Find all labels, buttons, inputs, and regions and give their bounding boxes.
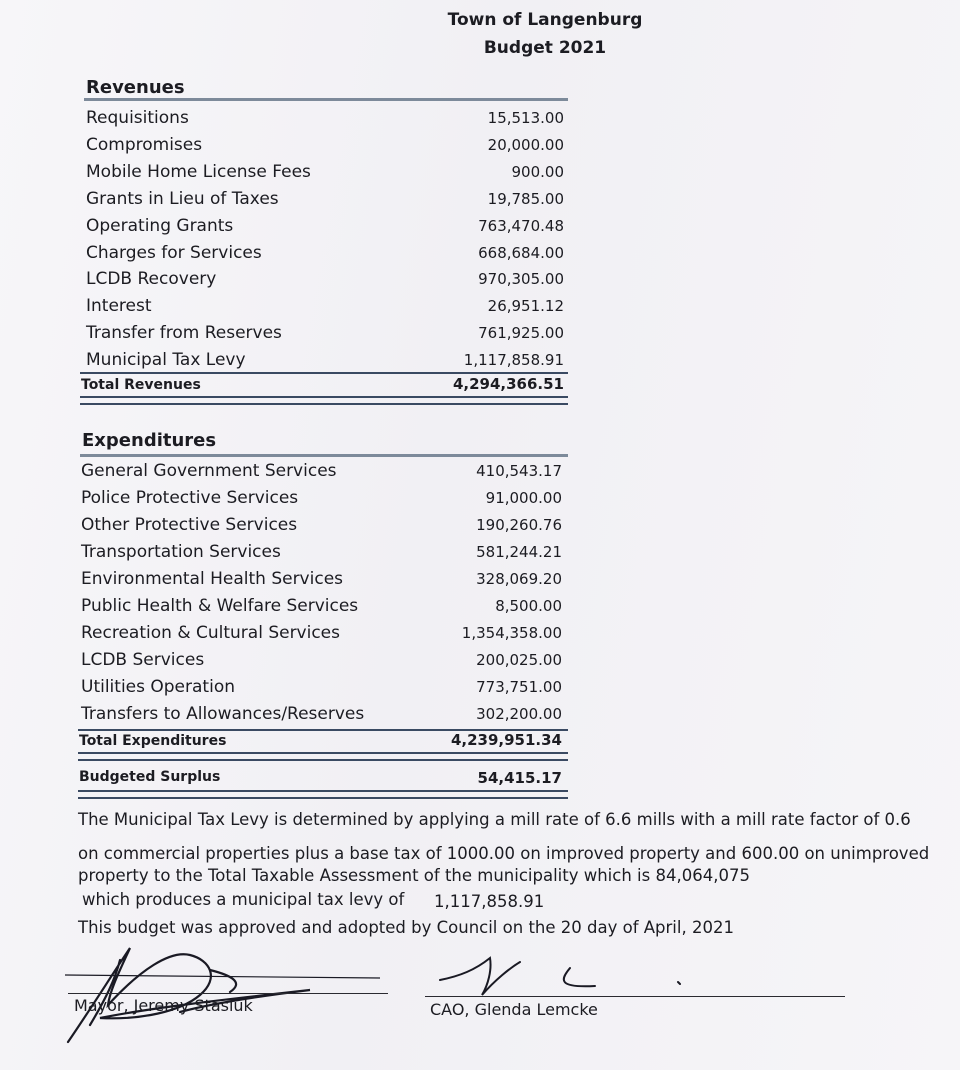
total-expenditures-label: Total Expenditures bbox=[79, 733, 227, 749]
expenditures-heading-rule bbox=[80, 454, 568, 457]
revenue-item-label: Municipal Tax Levy bbox=[86, 350, 246, 371]
note-line-3: property to the Total Taxable Assessment of the municipality which is 84,064,075 bbox=[78, 866, 750, 885]
revenue-item-label: Mobile Home License Fees bbox=[86, 161, 311, 182]
revenue-item-amount: 761,925.00 bbox=[478, 324, 564, 343]
surplus-double-rule bbox=[78, 790, 568, 799]
revenue-item-amount: 1,117,858.91 bbox=[463, 351, 564, 370]
revenue-item-label: LCDB Recovery bbox=[86, 269, 217, 290]
mayor-signature-line bbox=[68, 993, 388, 994]
expenditure-item-amount: 8,500.00 bbox=[495, 597, 562, 615]
revenue-item-amount: 763,470.48 bbox=[478, 216, 564, 235]
expenditure-item-row bbox=[81, 461, 562, 487]
expenditure-item-row bbox=[81, 623, 562, 649]
expenditure-item-amount: 91,000.00 bbox=[485, 489, 562, 507]
note-line-4-value: 1,117,858.91 bbox=[434, 892, 545, 911]
revenue-item-amount: 20,000.00 bbox=[487, 135, 564, 154]
revenue-item-label: Interest bbox=[86, 296, 152, 317]
revenue-item-row bbox=[86, 269, 564, 295]
expenditure-item-amount: 410,543.17 bbox=[476, 462, 562, 480]
document-title: Town of Langenburg bbox=[447, 10, 643, 30]
revenue-item-label: Charges for Services bbox=[86, 242, 262, 263]
expenditure-item-row bbox=[81, 569, 562, 595]
expenditure-item-row bbox=[81, 596, 562, 622]
expenditures-heading: Expenditures bbox=[82, 430, 217, 451]
revenue-item-label: Transfer from Reserves bbox=[86, 323, 282, 344]
revenues-total-rule bbox=[80, 372, 568, 374]
mayor-signature bbox=[60, 930, 390, 1050]
expenditure-item-amount: 190,260.76 bbox=[476, 516, 562, 534]
revenue-item-label: Grants in Lieu of Taxes bbox=[86, 188, 279, 209]
revenue-item-label: Compromises bbox=[86, 134, 203, 155]
document-subtitle: Budget 2021 bbox=[483, 38, 607, 58]
note-line-2: on commercial properties plus a base tax of 1000.00 on improved property and 600.00 on unimproved bbox=[78, 844, 930, 863]
expenditure-item-row bbox=[81, 515, 562, 541]
expenditures-double-rule bbox=[78, 752, 568, 761]
expenditure-item-label: Transportation Services bbox=[81, 542, 281, 562]
note-line-1: The Municipal Tax Levy is determined by applying a mill rate of 6.6 mills with a mill rate factor of 0.6 bbox=[78, 810, 911, 829]
mayor-label: Mayor, Jeremy Stasiuk bbox=[74, 996, 253, 1015]
expenditure-item-amount: 581,244.21 bbox=[476, 543, 562, 561]
expenditure-item-label: Other Protective Services bbox=[81, 515, 298, 535]
expenditure-item-label: General Government Services bbox=[81, 461, 337, 481]
revenue-item-amount: 668,684.00 bbox=[478, 243, 564, 262]
expenditure-item-amount: 302,200.00 bbox=[476, 705, 562, 723]
total-revenues-value: 4,294,366.51 bbox=[452, 375, 564, 393]
revenues-heading-rule bbox=[84, 98, 568, 101]
expenditure-item-label: Environmental Health Services bbox=[81, 569, 344, 589]
total-revenues-label: Total Revenues bbox=[81, 377, 201, 393]
expenditure-item-row bbox=[81, 677, 562, 703]
expenditure-item-label: Police Protective Services bbox=[81, 488, 299, 508]
revenue-item-row bbox=[86, 108, 564, 134]
revenue-item-label: Operating Grants bbox=[86, 215, 234, 236]
revenue-item-amount: 15,513.00 bbox=[487, 109, 564, 127]
budgeted-surplus-value: 54,415.17 bbox=[477, 769, 562, 787]
expenditure-item-row bbox=[81, 704, 562, 730]
note-line-4-prefix: which produces a municipal tax levy of bbox=[82, 890, 405, 909]
expenditure-item-label: Utilities Operation bbox=[81, 677, 235, 697]
expenditure-item-amount: 773,751.00 bbox=[476, 678, 562, 696]
revenue-item-amount: 26,951.12 bbox=[487, 297, 564, 316]
revenue-item-row bbox=[86, 323, 564, 349]
expenditure-item-label: Recreation & Cultural Services bbox=[81, 623, 341, 643]
expenditure-item-amount: 200,025.00 bbox=[476, 651, 562, 669]
expenditure-item-amount: 1,354,358.00 bbox=[461, 624, 562, 642]
expenditure-item-row bbox=[81, 542, 562, 568]
expenditure-item-label: Transfers to Allowances/Reserves bbox=[81, 704, 365, 724]
revenue-item-amount: 900.00 bbox=[511, 162, 564, 181]
expenditure-item-row bbox=[81, 488, 562, 514]
revenue-item-amount: 19,785.00 bbox=[487, 189, 564, 208]
revenue-item-row bbox=[86, 296, 564, 322]
revenue-item-row bbox=[86, 216, 564, 242]
revenue-item-row bbox=[86, 243, 564, 269]
revenue-item-row bbox=[86, 189, 564, 215]
cao-signature-line bbox=[425, 996, 845, 997]
expenditure-item-row bbox=[81, 650, 562, 676]
budgeted-surplus-label: Budgeted Surplus bbox=[79, 769, 221, 785]
total-expenditures-value: 4,239,951.34 bbox=[450, 731, 562, 749]
expenditure-item-label: Public Health & Welfare Services bbox=[81, 596, 359, 616]
expenditure-item-amount: 328,069.20 bbox=[476, 570, 562, 588]
cao-label: CAO, Glenda Lemcke bbox=[430, 1000, 598, 1019]
revenue-item-label: Requisitions bbox=[86, 108, 189, 128]
note-line-5: This budget was approved and adopted by Council on the 20 day of April, 2021 bbox=[78, 918, 734, 937]
revenue-item-amount: 970,305.00 bbox=[478, 270, 564, 289]
revenues-heading: Revenues bbox=[86, 77, 185, 98]
revenues-double-rule bbox=[80, 396, 568, 405]
revenue-item-row bbox=[86, 162, 564, 188]
revenue-item-row bbox=[86, 135, 564, 161]
expenditure-item-label: LCDB Services bbox=[81, 650, 205, 670]
